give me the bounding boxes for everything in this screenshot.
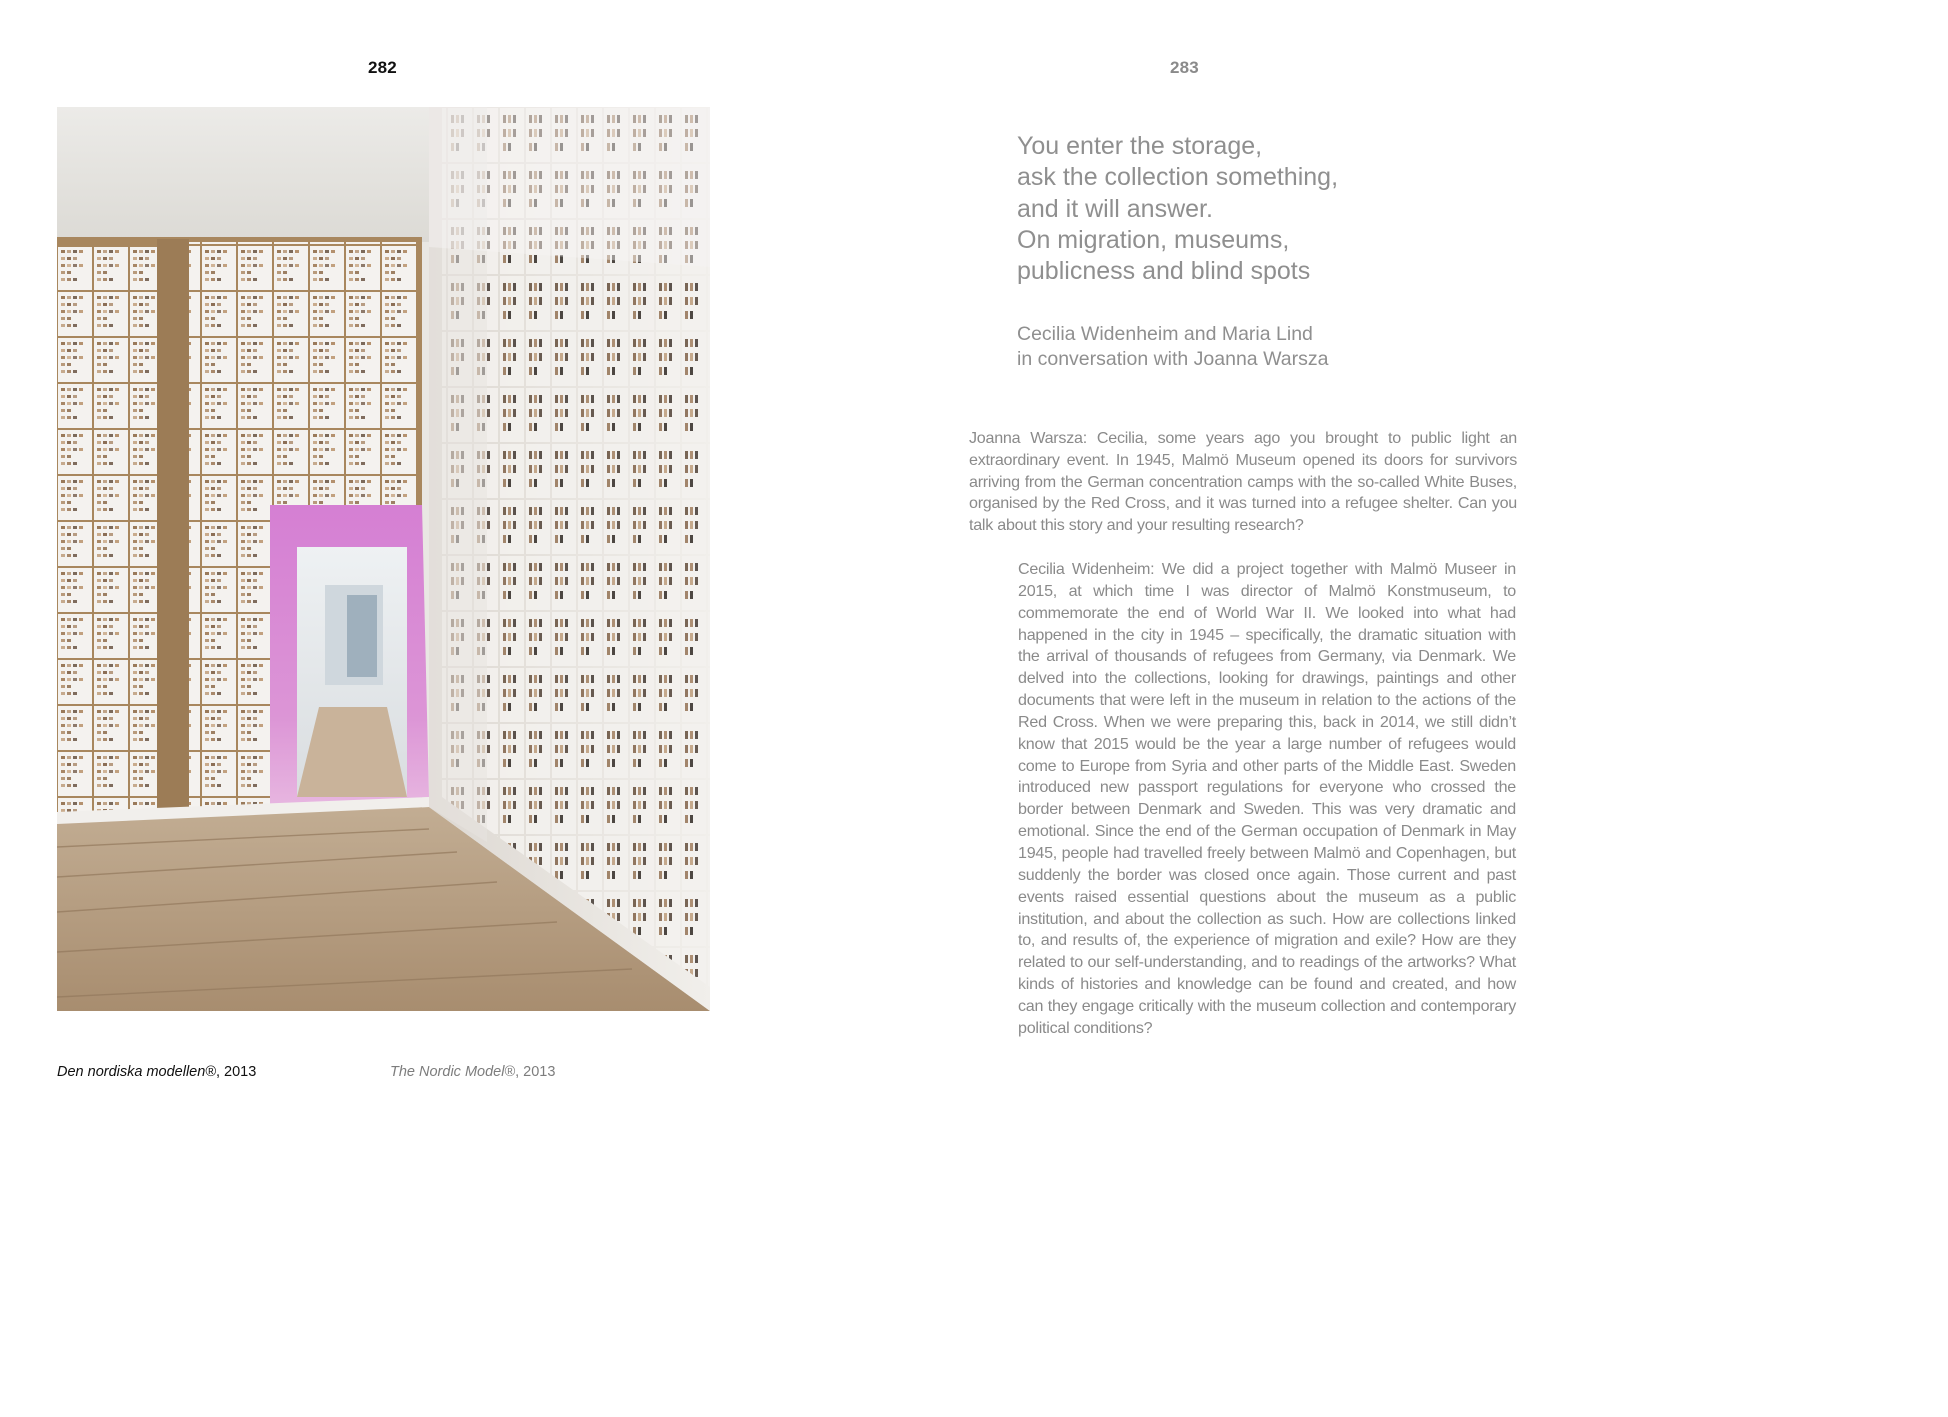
caption-english-title: The Nordic Model® <box>390 1064 516 1080</box>
caption-swedish <box>57 1064 256 1080</box>
title-line: publicness and blind spots <box>1017 257 1311 286</box>
byline-line: in conversation with Joanna Warsza <box>1017 348 1329 370</box>
page-number-left: 282 <box>368 58 397 77</box>
article-byline <box>1017 322 1328 372</box>
title-line: You enter the storage, <box>1017 132 1263 160</box>
installation-photo <box>57 107 710 1011</box>
page-number-right: 283 <box>1170 58 1199 77</box>
caption-english-year: , 2013 <box>515 1064 556 1080</box>
article-title <box>1017 131 1437 287</box>
interview-question: Joanna Warsza: Cecilia, some years ago you brought to public light an extraordinary event. In 1945, Malmö Museum opened its doors for survivors arriving from the German concentration camps with the so-called White Buses, organised by the Red Cross, and it was turned into a refugee shelter. Can you talk about this story and your resulting research? <box>969 429 1517 535</box>
byline-line: Cecilia Widenheim and Maria Lind <box>1017 323 1313 345</box>
caption-swedish-year: , 2013 <box>216 1064 257 1080</box>
caption-english <box>390 1064 555 1080</box>
title-line: ask the collection something, <box>1017 163 1339 192</box>
caption-swedish-title: Den nordiska modellen® <box>57 1064 216 1080</box>
title-line: and it will answer. <box>1017 194 1213 223</box>
interview-answer: Cecilia Widenheim: We did a project together with Malmö Museer in 2015, at which time I was director of Malmö Konstmuseum, to commemorate the end of World War II. We looked into what had happened in the city in 1945 – specifically, the dramatic situation with the arrival of thousands of refugees from Germany, via Denmark. We delved into the collections, looking for drawings, paintings and other documents that were left in the museum in relation to the actions of the Red Cross. When we were preparing this, back in 2014, we still didn’t know that 2015 would be the year a large number of refugees would come to Europe from Syria and other parts of the Middle East. Sweden introduced new passport regulations for everyone who crossed the border between Denmark and Sweden. This was very dramatic and emotional. Since the end of the German occupation of Denmark in May 1945, people had travelled freely between Malmö and Copenhagen, but suddenly the border was closed once again. Those current and past events raised essential questions about the museum as a public institution, and about the collection as such. How are collections linked to, and results of, the experience of migration and exile? How are they related to our self-understanding, and to readings of the artworks? What kinds of histories and knowledge can be found and created, and how can they engage critically with the museum collection and contemporary political conditions? <box>1018 560 1516 1037</box>
title-line: On migration, museums, <box>1017 225 1290 254</box>
